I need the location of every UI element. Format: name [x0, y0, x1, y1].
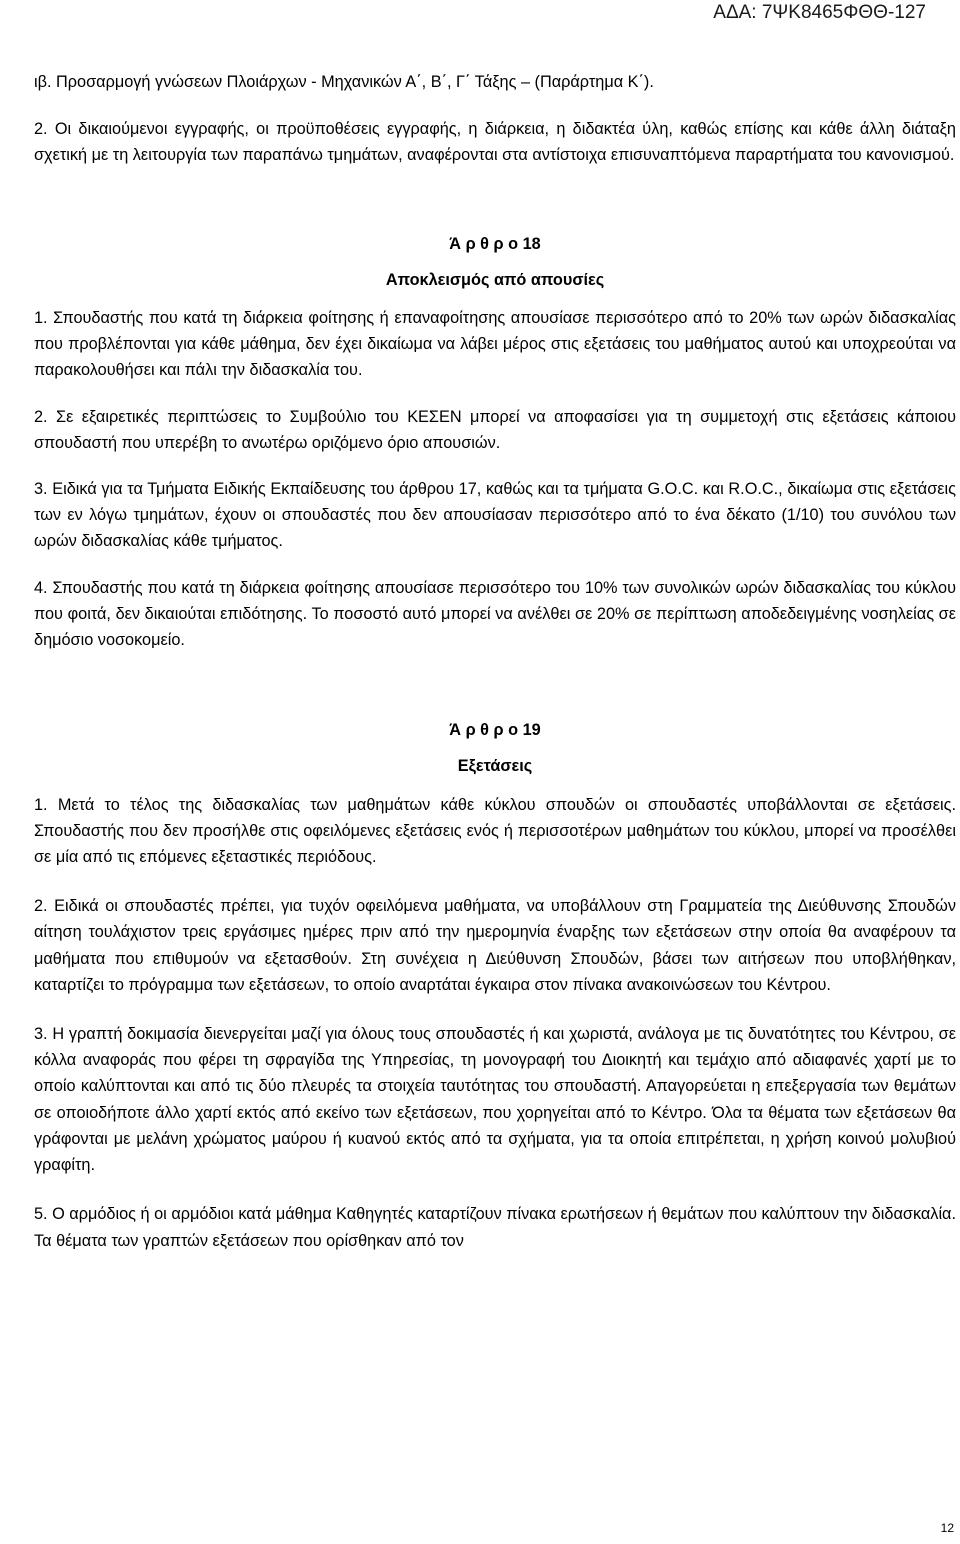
article-19-item-3: 3. Η γραπτή δοκιμασία διενεργείται μαζί για όλους τους σπουδαστές ή και χωριστά, ανάλογα με τις δυνατότητες του Κέντρου, σε κόλλα αναφοράς που φέρει τη σφραγίδα της Υπηρεσίας, τη μονογραφή του Διοικητή και τεμάχιο από αδιαφανές χαρτί με το οποίο καλύπτονται και από τις δύο πλευρές τα στοιχεία ταυτότητας του σπουδαστή. Απαγορεύεται η επεξεργασία των θεμάτων σε οποιοδήποτε άλλο χαρτί εκτός από εκείνο των εξετάσεων, που χορηγείται από το Κέντρο. Όλα τα θέματα των εξετάσεων θα γράφονται με μελάνη χρώματος μαύρου ή κυανού εκτός από τα σχήματα, για τα οποία επιτρέπεται, η χρήση κοινού μολυβιού γραφίτη.: [34, 1025, 956, 1175]
item-2-registration: 2. Οι δικαιούμενοι εγγραφής, οι προϋποθέσεις εγγραφής, η διάρκεια, η διδακτέα ύλη, καθώς επίσης και κάθε άλλη διάταξη σχετική με τη λειτουργία των παραπάνω τμημάτων, αναφέρονται στα αντίστοιχα επισυναπτόμενα παραρτήματα του κανονισμού.: [34, 120, 956, 165]
article-19-item-1: 1. Μετά το τέλος της διδασκαλίας των μαθημάτων κάθε κύκλου σπουδών οι σπουδαστές υποβάλλονται σε εξετάσεις. Σπουδαστής που δεν προσήλθε στις οφειλόμενες εξετάσεις ενός ή περισσοτέρων μαθημάτων του κύκλου, μπορεί να προσέλθει σε μία από τις επόμενες εξεταστικές περιόδους.: [34, 795, 956, 867]
article-19-item-5: 5. Ο αρμόδιος ή οι αρμόδιοι κατά μάθημα Καθηγητές καταρτίζουν πίνακα ερωτήσεων ή θεμάτων που καλύπτουν την διδασκαλία. Τα θέματα των γραπτών εξετάσεων που ορίσθηκαν από τον: [34, 1205, 956, 1250]
article-18-item-3: 3. Ειδικά για τα Τμήματα Ειδικής Εκπαίδευσης του άρθρου 17, καθώς και τα τμήματα G.O.C. και R.O.C., δικαίωμα στις εξετάσεις των εν λόγω τμημάτων, έχουν οι σπουδαστές που δεν απουσίασαν περισσότερο από το ένα δέκατο (1/10) του συνόλου των ωρών διδασκαλίας κάθε τμήματος.: [34, 480, 956, 551]
document-body: [34, 69, 956, 1254]
page-number: 12: [940, 1521, 954, 1535]
article-18-title: Ά ρ θ ρ ο 18: [449, 234, 541, 253]
ada-code: ΑΔΑ: 7ΨΚ8465ΦΘΘ-127: [713, 2, 926, 23]
article-19-title: Ά ρ θ ρ ο 19: [449, 721, 541, 740]
article-18-item-2: 2. Σε εξαιρετικές περιπτώσεις το Συμβούλιο του ΚΕΣΕΝ μπορεί να αποφασίσει για τη συμμετοχή στις εξετάσεις κάποιου σπουδαστή που υπερέβη το ανωτέρω οριζόμενο όριο απουσιών.: [34, 407, 956, 452]
article-19-item-2: 2. Ειδικά οι σπουδαστές πρέπει, για τυχόν οφειλόμενα μαθήματα, να υποβάλλουν στη Γραμματεία της Διεύθυνσης Σπουδών αίτηση τουλάχιστον τρεις εργάσιμες ημέρες πριν από την ημερομηνία έναρξης των εξετάσεων στην οποία θα αναφέρουν τα μαθήματα που επιθυμούν να εξετασθούν. Στη συνέχεια η Διεύθυνση Σπουδών, βάσει των αιτήσεων που υποβλήθηκαν, καταρτίζει το πρόγραμμα των εξετάσεων, το οποίο αναρτάται έγκαιρα στον πίνακα ανακοινώσεων του Κέντρου.: [34, 897, 956, 994]
item-ib: ιβ. Προσαρμογή γνώσεων Πλοιάρχων - Μηχανικών Α΄, Β΄, Γ΄ Τάξης – (Παράρτημα Κ΄).: [34, 73, 654, 91]
article-18-item-4: 4. Σπουδαστής που κατά τη διάρκεια φοίτησης απουσίασε περισσότερο του 10% των συνολικών ωρών διδασκαλίας του κύκλου που φοιτά, δεν δικαιούται επιδότησης. Το ποσοστό αυτό μπορεί να ανέλθει σε 20% σε περίπτωση αποδεδειγμένης νοσηλείας σε δημόσιο νοσοκομείο.: [34, 578, 956, 650]
article-18-item-1: 1. Σπουδαστής που κατά τη διάρκεια φοίτησης ή επαναφοίτησης απουσίασε περισσότερο από το 20% των ωρών διδασκαλίας που προβλέπονται για κάθε μάθημα, δεν έχει δικαίωμα να λάβει μέρος στις εξετάσεις του μαθήματος αυτού και υποχρεούται να παρακολουθήσει και πάλι την διδασκαλία του.: [34, 309, 956, 380]
article-19-subtitle: Εξετάσεις: [457, 757, 533, 776]
article-18-subtitle: Αποκλεισμός από απουσίες: [385, 270, 605, 289]
